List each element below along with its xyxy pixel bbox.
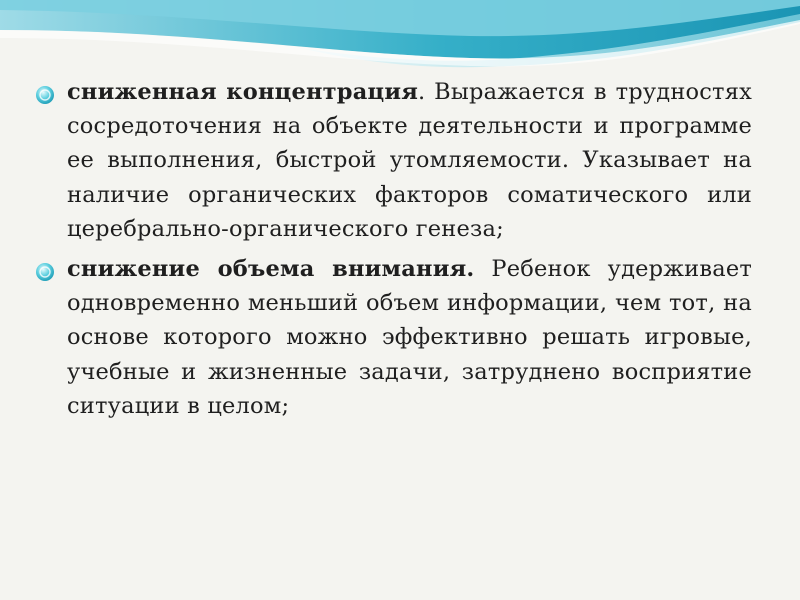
- list-item-text: [67, 75, 752, 246]
- list-item-description: . Выражается в трудностях сосредоточения на объекте деятельности и программе ее выполнения, быстрой утомляемости. Указывает на наличие органических факторов соматического или церебрально-органического генеза;: [67, 79, 752, 242]
- list-item-description: Ребенок удерживает одновременно меньший объем информации, чем тот, на основе которого можно эффективно решать игровые, учебные и жизненные задачи, затруднено восприятие ситуации в целом;: [67, 256, 752, 419]
- teal-sphere-bullet-icon: [34, 84, 56, 106]
- list-item: [32, 75, 752, 246]
- list-item-term: снижение объема внимания.: [67, 256, 475, 283]
- list-item-text: [67, 252, 752, 423]
- bullet-list: [32, 75, 752, 429]
- teal-sphere-bullet-icon: [34, 261, 56, 283]
- list-item-term: сниженная концентрация: [67, 79, 419, 105]
- list-item: [32, 252, 752, 423]
